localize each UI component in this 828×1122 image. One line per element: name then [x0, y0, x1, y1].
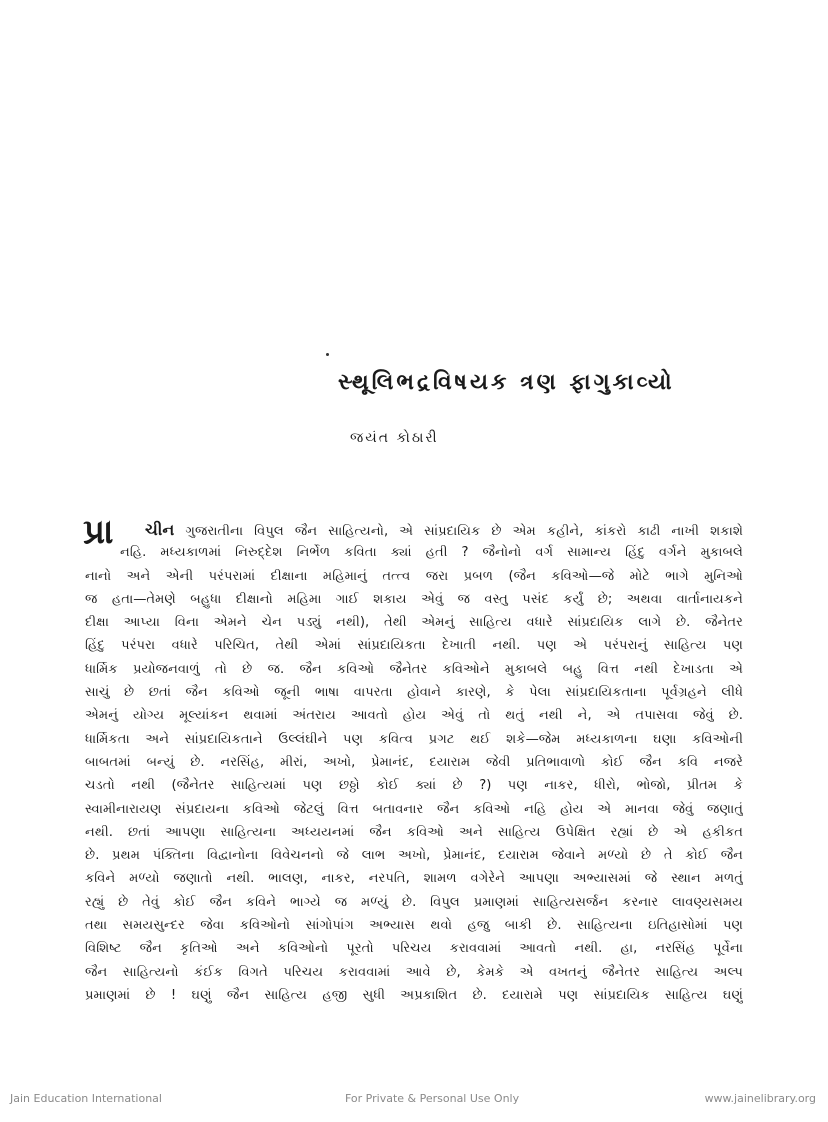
text-line: તથા સમયસુન્દર જેવા કવિઓનો સાંગોપાંગ અભ્યાસ થવો હજુ બાકી છે. સાહિત્યના ઇતિહાસોમાં પણ [85, 918, 743, 934]
article-author: જયંત કોઠારી [350, 430, 439, 446]
text-line [85, 518, 743, 541]
text-line: ચડતો નથી (જૈનેતર સાહિત્યમાં પણ છઠ્ઠો કોઈ ક્યાં છે ?) પણ નાકર, ધીરો, ભોજો, પ્રીતમ કે [85, 778, 743, 794]
text-line: ધાર્મિકતા અને સાંપ્રદાયિકતાને ઉલ્લંઘીને પણ કવિત્વ પ્રગટ થઈ શકે—જેમ મધ્યકાળના ઘણા કવિઓની [85, 731, 743, 747]
text-line: સાચું છે છતાં જૈન કવિઓ જૂની ભાષા વાપરતા હોવાને કારણે, કે પેલા સાંપ્રદાયિકતાના પૂર્વગ્રહને લીધે [85, 685, 743, 701]
text-line: નાનો અને એની પરંપરામાં દીક્ષાના મહિમાનું તત્ત્વ જરા પ્રબળ (જૈન કવિઓ—જે મોટે ભાગે મુનિઓ [85, 568, 743, 584]
text-line: દીક્ષા આપ્યા વિના એમને ચેન પડ્યું નથી), તેથી એમનું સાહિત્ય વધારે સાંપ્રદાયિક લાગે છે. જૈનેતર [85, 615, 743, 631]
text-line: જૈન સાહિત્યનો કંઈક વિગતે પરિચય કરાવવામાં આવે છે, કેમકે એ વખતનું જૈનેતર સાહિત્ય અલ્પ [85, 964, 743, 980]
text-line: રહ્યું છે તેવું કોઈ જૈન કવિને ભાગ્યે જ મળ્યું છે. વિપુલ પ્રમાણમાં સાહિત્યસર્જન કરનાર લાવણ્યસમય [85, 894, 743, 910]
footer-right[interactable]: www.jainelibrary.org [704, 1092, 816, 1105]
text-line: છે. પ્રથમ પંક્તિના વિદ્વાનોના વિવેચનનો જે લાભ અખો, પ્રેમાનંદ, દયારામ જેવાને મળ્યો છે તે કોઈ જૈન [85, 848, 743, 864]
text-line: પ્રમાણમાં છે ! ઘણું જૈન સાહિત્ય હજી સુધી અપ્રકાશિત છે. દયારામે પણ સાંપ્રદાયિક સાહિત્ય ઘણું [85, 987, 743, 1003]
first-word: ચીન [145, 520, 175, 539]
footer-center: For Private & Personal Use Only [345, 1092, 520, 1105]
article-body [83, 512, 743, 1007]
text-line: જ હતા—તેમણે બહુધા દીક્ષાનો મહિમા ગાઈ શકાય એવું જ વસ્તુ પસંદ કર્યું છે; અથવા વાર્તાનાયકને [85, 591, 743, 607]
article-title: સ્થૂલિભદ્રવિષયક ત્રણ ફાગુકાવ્યો [338, 370, 675, 395]
text-line: બાબતમાં બન્યું છે. નરસિંહ, મીરાં, અખો, પ્રેમાનંદ, દયારામ જેવી પ્રતિભાવાળો કોઈ જૈન કવિ નજરે [85, 754, 743, 770]
line-text: ગુજરાતીના વિપુલ જૈન સાહિત્યનો, એ સાંપ્રદાયિક છે એમ કહીને, કાંકરો કાઢી નાખી શકાશે [185, 524, 743, 539]
text-line: કવિને મળ્યો જણાતો નથી. ભાલણ, નાકર, નરપતિ, શામળ વગેરેને આપણા અભ્યાસમાં જે સ્થાન મળતું [85, 871, 743, 887]
text-line: વિશિષ્ટ જૈન કૃતિઓ અને કવિઓનો પૂરતો પરિચય કરાવવામાં આવતો નથી. હા, નરસિંહ પૂર્વેના [85, 941, 743, 957]
text-line: ધાર્મિક પ્રયોજનવાળું તો છે જ. જૈન કવિઓ જૈનેતર કવિઓને મુકાબલે બહુ વિત્ત નથી દેખાડતા એ [85, 661, 743, 677]
drop-cap: પ્રા [83, 512, 114, 552]
text-line: નથી. છતાં આપણા સાહિત્યના અધ્યયનમાં જૈન કવિઓ અને સાહિત્ય ઉપેક્ષિત રહ્યાં છે એ હકીકત [85, 824, 743, 840]
text-line: નહિ. મધ્યકાળમાં નિરુદ્દેશ નિર્ભેળ કવિતા ક્યાં હતી ? જૈનોનો વર્ગ સામાન્ય હિંદુ વર્ગને મુકાબલે [120, 545, 743, 561]
footer-left: Jain Education International [10, 1092, 162, 1105]
text-line: એમનું યોગ્ય મૂલ્યાંકન થવામાં અંતરાય આવતો હોય એવું તો થતું નથી ને, એ તપાસવા જેવું છે. [85, 708, 743, 724]
text-line: હિંદુ પરંપરા વધારે પરિચિત, તેથી એમાં સાંપ્રદાયિકતા દેખાતી નથી. પણ એ પરંપરાનું સાહિત્ય પણ [85, 638, 743, 654]
text-line: સ્વામીનારાયણ સંપ્રદાયના કવિઓ જેટલું વિત્ત બતાવનાર જૈન કવિઓ નહિ હોય એ માનવા જેવું જણાતું [85, 801, 743, 817]
scan-speck [326, 353, 329, 356]
